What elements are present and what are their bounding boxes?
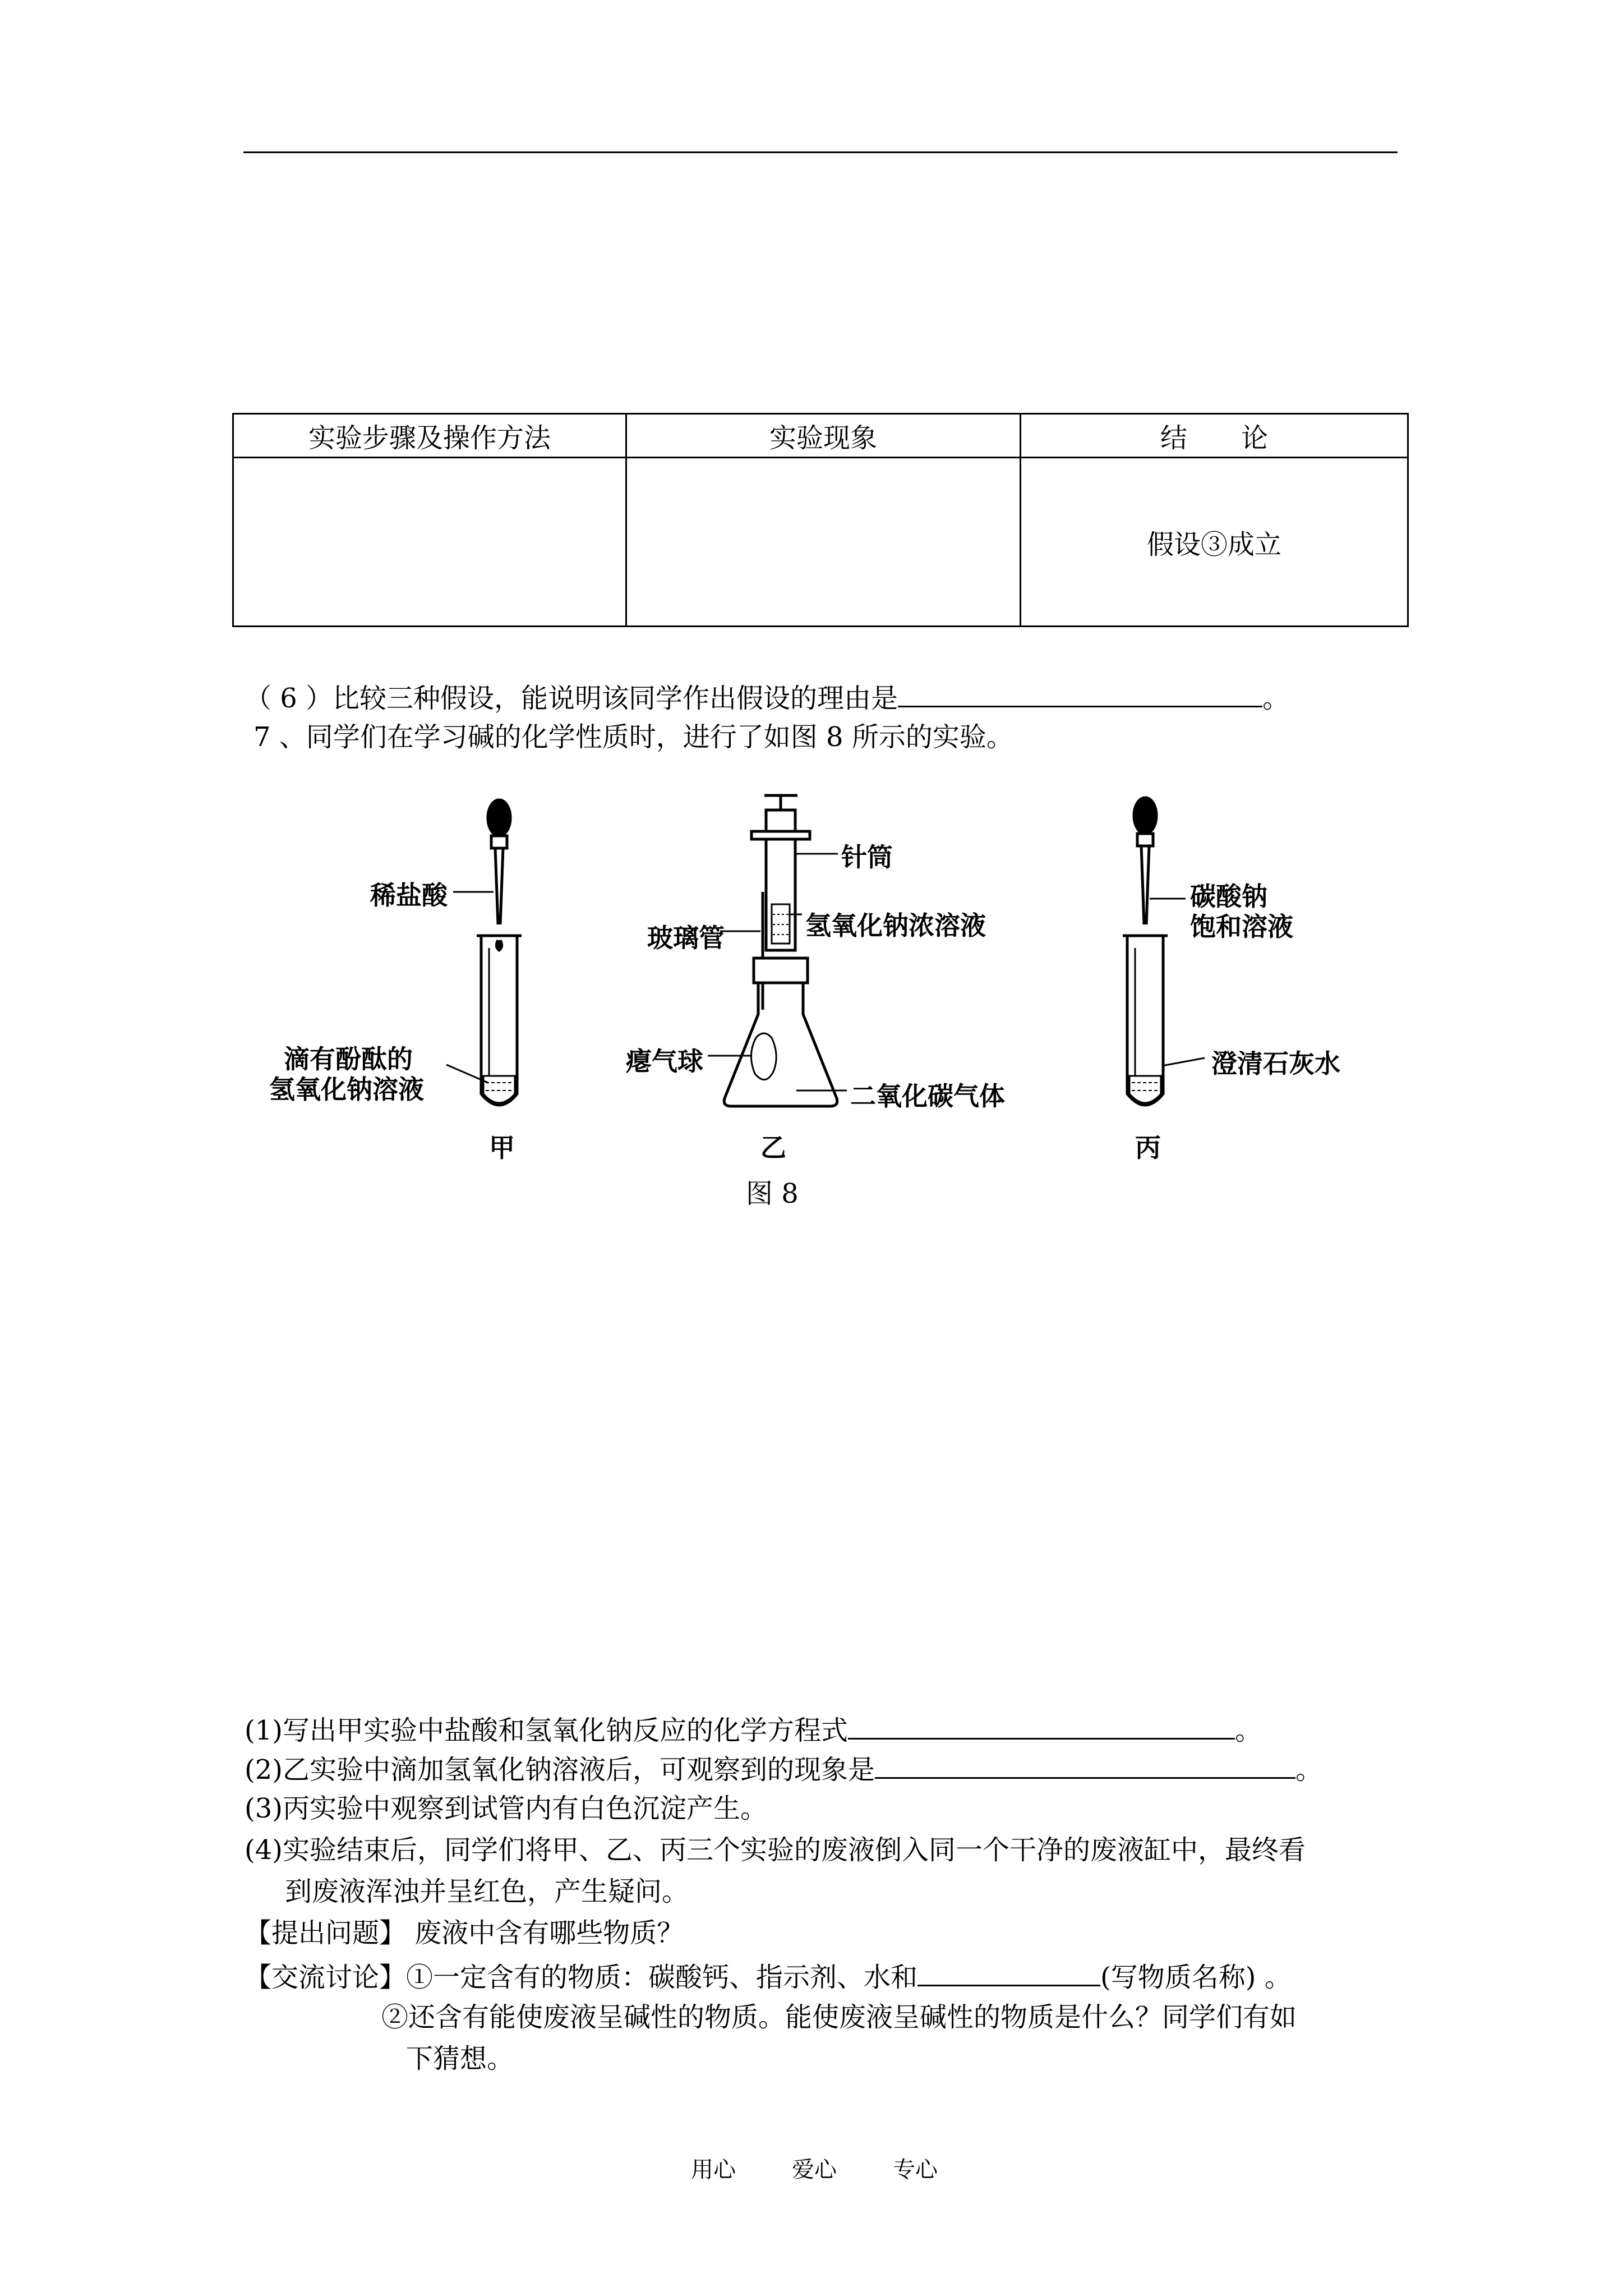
label-sodium-carbonate-1: 碳酸钠 <box>1190 881 1267 912</box>
question-2 <box>245 1750 1322 1787</box>
discussion-1 <box>245 1958 1292 1994</box>
label-phenolphthalein-1: 滴有酚酞的 <box>284 1044 413 1074</box>
discussion-1-suffix: (写物质名称) 。 <box>1100 1962 1292 1993</box>
apparatus-b <box>708 795 847 1106</box>
raise-question: 【提出问题】 废液中含有哪些物质？ <box>245 1917 684 1949</box>
label-co2-gas: 二氧化碳气体 <box>850 1081 1005 1111</box>
question-6-end: 。 <box>1262 683 1290 714</box>
label-limewater: 澄清石灰水 <box>1211 1048 1340 1079</box>
label-dilute-hcl: 稀盐酸 <box>370 880 448 910</box>
discussion-2-line-2: 下猜想。 <box>406 2043 514 2074</box>
discussion-1-text: 【交流讨论】①一定含有的物质：碳酸钙、指示剂、水和 <box>245 1962 918 1993</box>
label-apparatus-b: 乙 <box>760 1133 786 1163</box>
label-glass-tube: 玻璃管 <box>647 923 725 953</box>
label-syringe: 针筒 <box>841 842 893 872</box>
footer-text-1: 用心 <box>691 2157 736 2183</box>
apparatus-a <box>446 800 522 1105</box>
label-sodium-carbonate-2: 饱和溶液 <box>1190 912 1293 942</box>
label-balloon: 瘪气球 <box>626 1046 703 1076</box>
question-3: (3)丙实验中观察到试管内有白色沉淀产生。 <box>245 1793 767 1824</box>
answer-blank-discussion[interactable] <box>917 1958 1100 1986</box>
apparatus-c <box>1123 798 1205 1105</box>
question-4-line-1: (4)实验结束后，同学们将甲、乙、丙三个实验的废液倒入同一个干净的废液缸中，最终看 <box>245 1834 1306 1866</box>
question-2-end: 。 <box>1295 1754 1323 1786</box>
question-4-line-2: 到废液浑浊并呈红色，产生疑问。 <box>285 1876 689 1907</box>
table-cell-conclusion: 假设③成立 <box>1021 458 1408 627</box>
table-header-conclusion: 结 论 <box>1021 414 1408 458</box>
question-6-text: （ 6 ）比较三种假设，能说明该同学作出假设的理由是 <box>245 683 898 714</box>
discussion-2-line-1: ②还含有能使废液呈碱性的物质。能使废液呈碱性的物质是什么？同学们有如 <box>381 2001 1297 2033</box>
question-7: 7 、同学们在学习碱的化学性质时，进行了如图 8 所示的实验。 <box>253 721 1013 753</box>
label-phenolphthalein-2: 氢氧化钠溶液 <box>269 1074 424 1105</box>
table-header-steps: 实验步骤及操作方法 <box>233 414 626 458</box>
label-apparatus-c: 丙 <box>1135 1133 1161 1163</box>
question-2-text: (2)乙实验中滴加氢氧化钠溶液后，可观察到的现象是 <box>245 1754 875 1786</box>
footer-text-3: 专心 <box>893 2157 938 2183</box>
question-1-text: (1)写出甲实验中盐酸和氢氧化钠反应的化学方程式 <box>245 1715 848 1746</box>
label-naoh-solution: 氢氧化钠浓溶液 <box>805 910 986 941</box>
answer-blank-1[interactable] <box>848 1711 1235 1740</box>
page-footer <box>691 2152 994 2184</box>
question-1 <box>245 1711 1262 1747</box>
figure-caption: 图 8 <box>746 1178 799 1209</box>
footer-text-2: 爱心 <box>792 2157 837 2183</box>
table-header-phenomena: 实验现象 <box>626 414 1021 458</box>
answer-blank-2[interactable] <box>875 1750 1295 1779</box>
question-1-end: 。 <box>1235 1715 1262 1746</box>
label-apparatus-a: 甲 <box>489 1133 515 1163</box>
